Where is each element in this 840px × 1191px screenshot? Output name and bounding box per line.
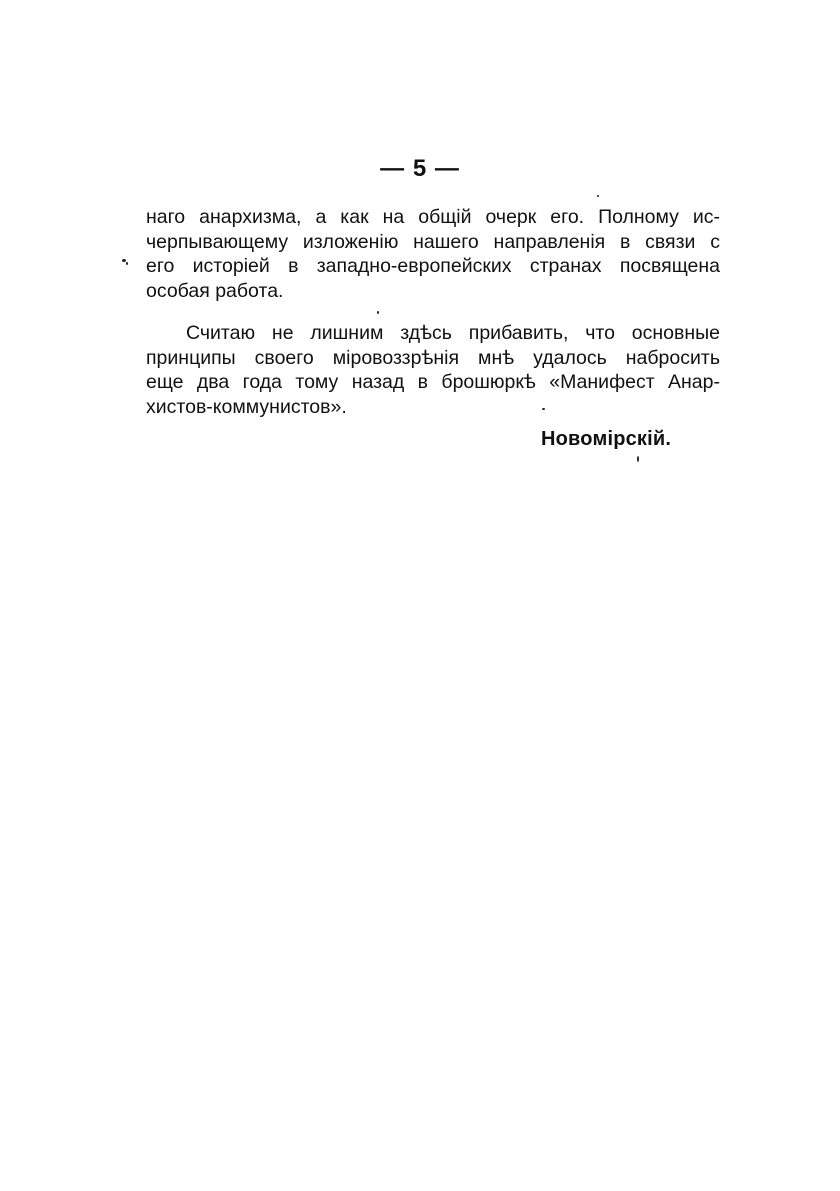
paragraph-line: еще два года тому назад в брошюркѣ «Манифест Анар- — [146, 371, 720, 393]
paragraph-line: наго анархизма, а как на общій очерк его. Полному ис- — [146, 206, 720, 228]
paragraph-line: принципы своего міровоззрѣнія мнѣ удалось набросить — [146, 346, 720, 369]
scan-speck — [542, 408, 545, 410]
paragraph-line: его исторіей в западно-европейских странах посвящена — [146, 255, 720, 277]
scan-speck — [597, 195, 599, 197]
scan-speck — [126, 262, 128, 265]
scan-speck — [377, 311, 379, 314]
paragraph-2 — [146, 321, 720, 419]
paragraph-1 — [146, 205, 720, 303]
paragraph-line: особая работа. — [146, 279, 284, 302]
author-signature: Новомірскій. — [541, 428, 672, 450]
paragraph-line: Считаю не лишним здѣсь прибавить, что основные — [186, 322, 720, 344]
paragraph-line: черпывающему изложенію нашего направленія в связи с — [146, 230, 720, 253]
paragraph-line: хистов-коммунистов». — [146, 395, 347, 418]
scan-speck — [637, 456, 639, 462]
page-number: — 5 — — [380, 155, 460, 182]
